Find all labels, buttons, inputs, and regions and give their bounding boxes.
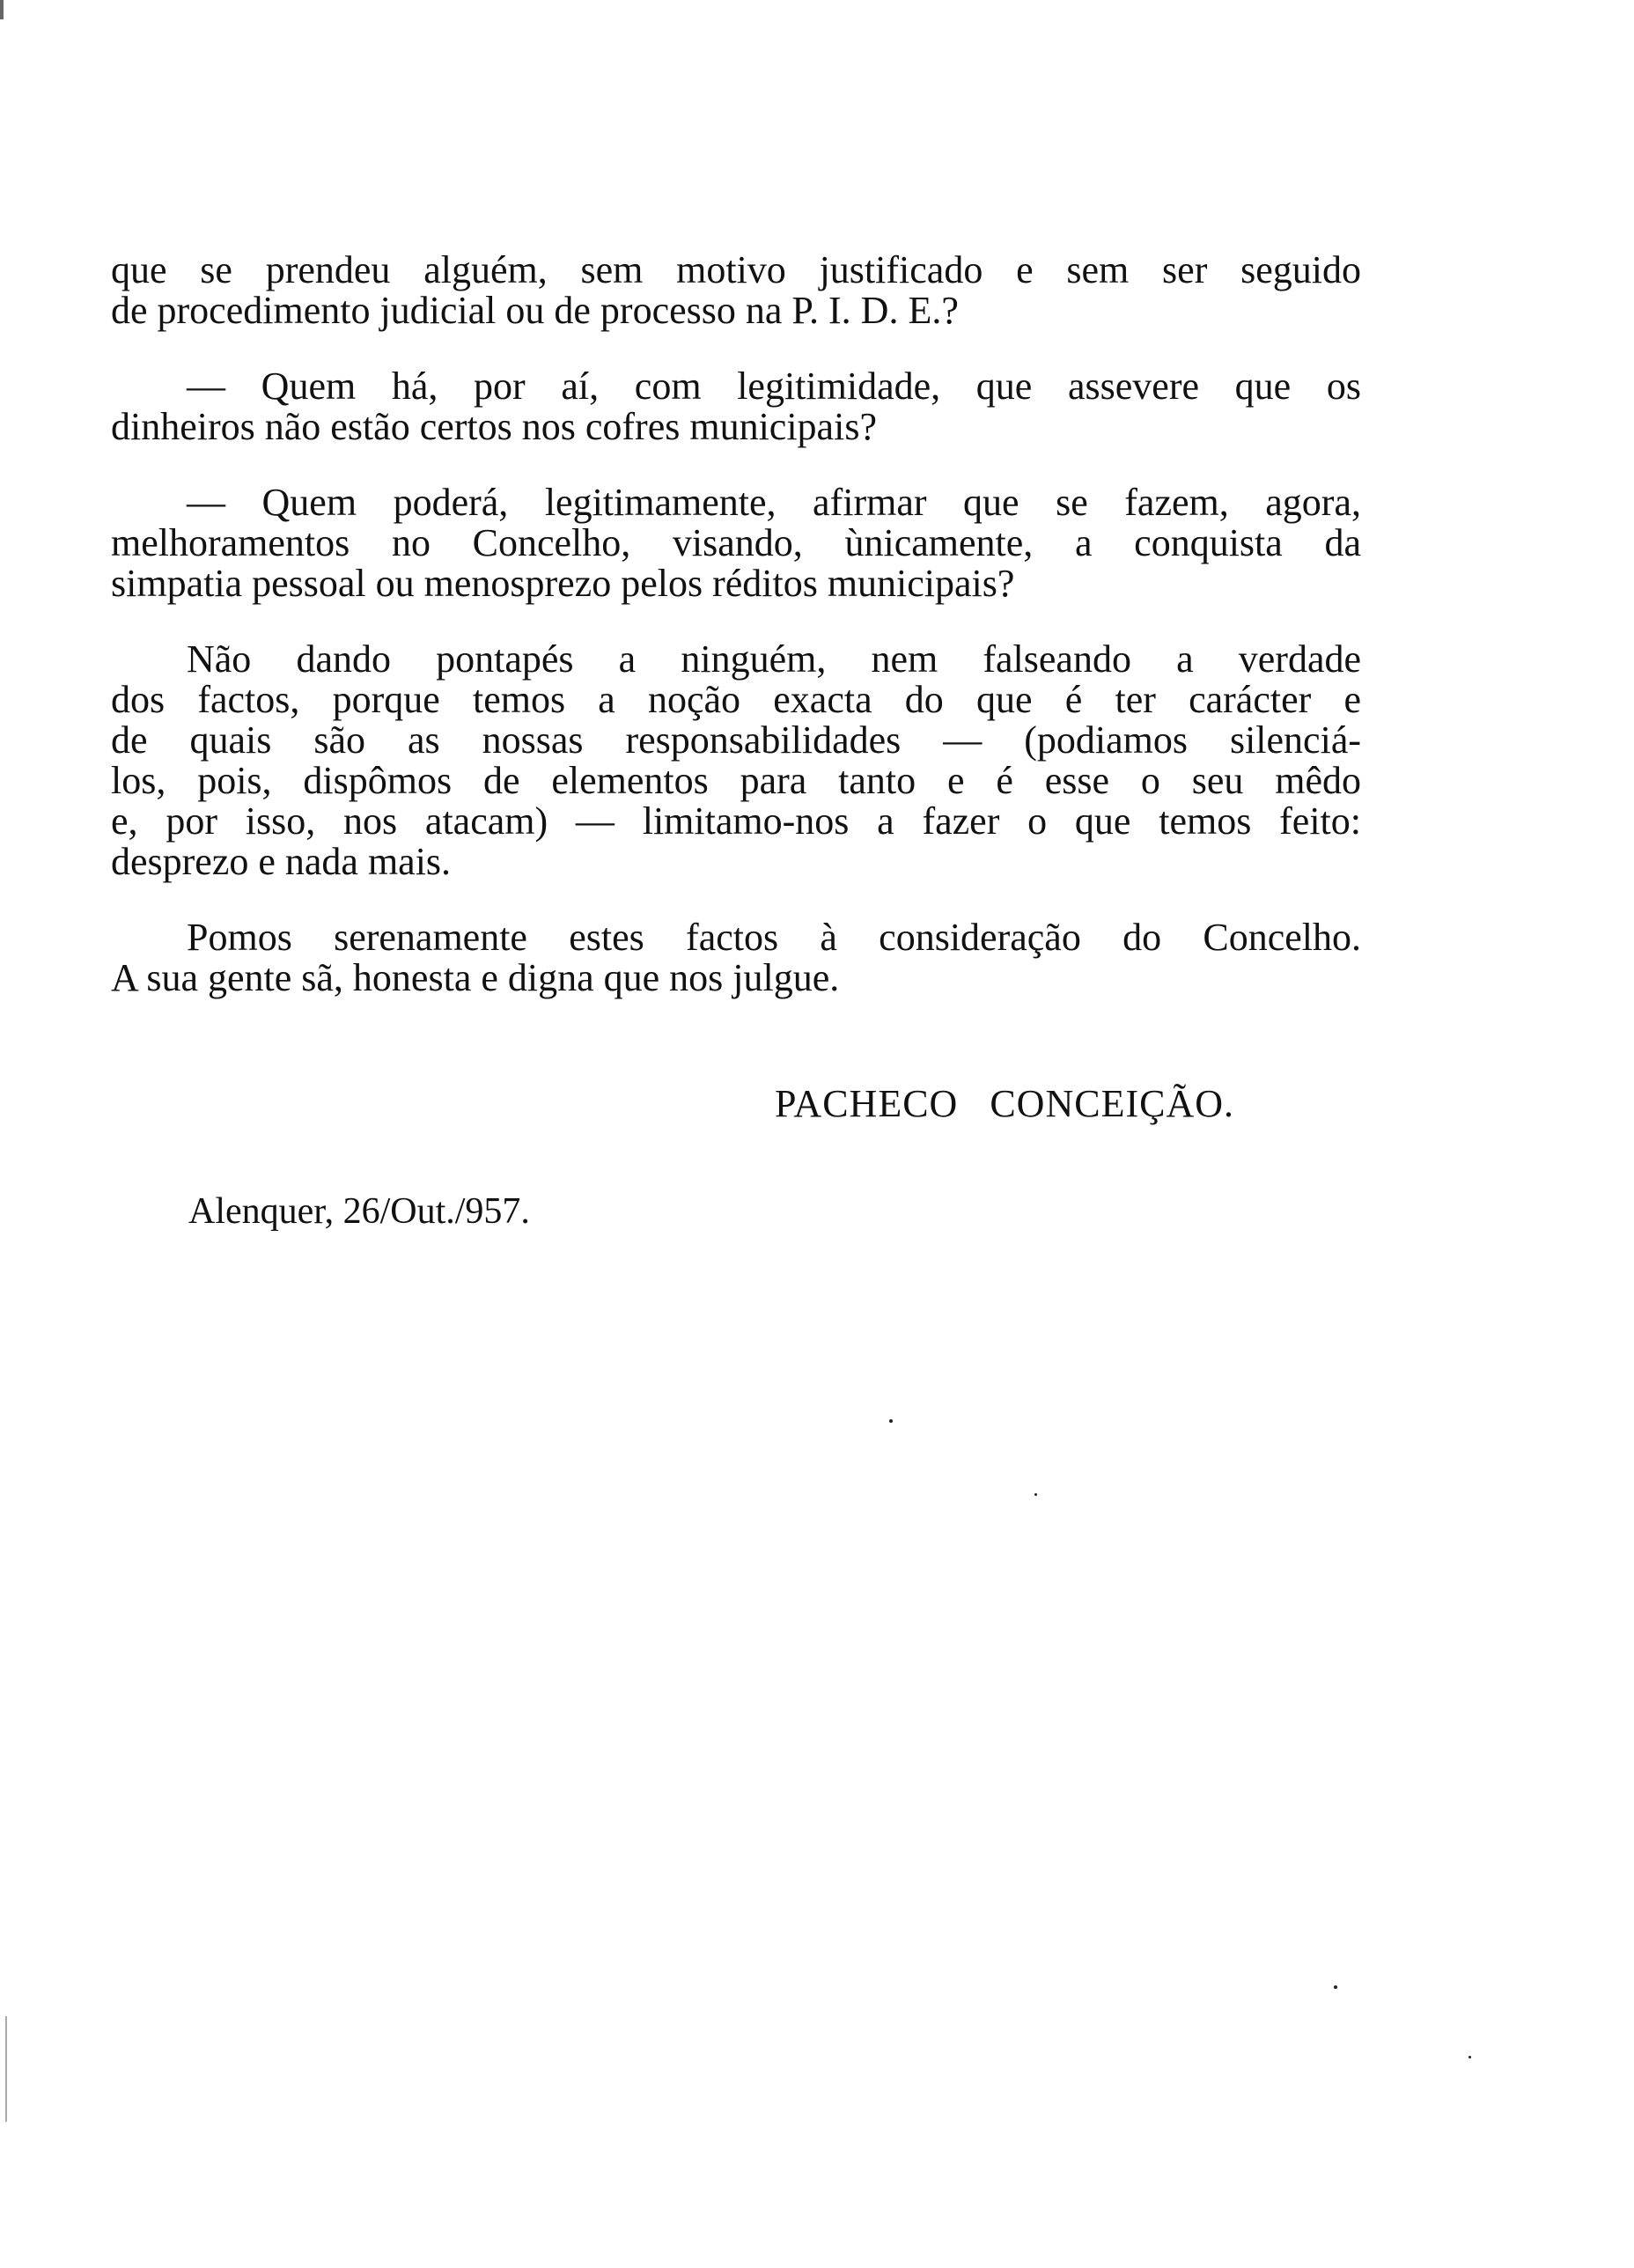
paragraph-line: Pomos serenamente estes factos à consideração do Concelho. bbox=[187, 916, 1361, 959]
paragraph-line: de procedimento judicial ou de processo na P. I. D. E.? bbox=[111, 289, 959, 332]
paragraph-line: de quais são as nossas responsabilidades — (podiamos silenciá- bbox=[111, 718, 1361, 762]
paragraph-line: que se prendeu alguém, sem motivo justificado e sem ser seguido bbox=[111, 248, 1361, 291]
paragraph-line: e, por isso, nos atacam) — limitamo-nos a fazer o que temos feito: bbox=[111, 799, 1361, 843]
paragraph-4 bbox=[111, 639, 1361, 882]
paragraph-line: dinheiros não estão certos nos cofres municipais? bbox=[111, 405, 877, 448]
dateline: Alenquer, 26/Out./957. bbox=[188, 1191, 530, 1232]
paragraph-line: melhoramentos no Concelho, visando, ùnicamente, a conquista da bbox=[111, 521, 1361, 564]
scan-speck bbox=[1468, 2056, 1471, 2058]
paragraph-line: A sua gente sã, honesta e digna que nos julgue. bbox=[111, 956, 840, 999]
paragraph-3 bbox=[111, 482, 1361, 604]
body-text bbox=[111, 250, 1361, 1034]
signature: PACHECO CONCEIÇÃO. bbox=[775, 1082, 1235, 1125]
paragraph-line: — Quem poderá, legitimamente, afirmar que se fazem, agora, bbox=[187, 481, 1361, 524]
paragraph-line: dos factos, porque temos a noção exacta do que é ter carácter e bbox=[111, 678, 1361, 721]
scan-edge-mark bbox=[5, 2016, 7, 2122]
paragraph-1 bbox=[111, 250, 1361, 331]
paragraph-5 bbox=[111, 917, 1361, 998]
paragraph-line: desprezo e nada mais. bbox=[111, 840, 452, 883]
scan-speck bbox=[1034, 1493, 1037, 1496]
paragraph-line: simpatia pessoal ou menosprezo pelos réditos municipais? bbox=[111, 562, 1015, 605]
scan-speck bbox=[889, 1419, 893, 1423]
scan-speck bbox=[1334, 1985, 1337, 1989]
paragraph-line: — Quem há, por aí, com legitimidade, que assevere que os bbox=[187, 364, 1361, 408]
paragraph-line: Não dando pontapés a ninguém, nem falseando a verdade bbox=[187, 637, 1361, 681]
paragraph-line: los, pois, dispômos de elementos para tanto e é esse o seu mêdo bbox=[111, 759, 1361, 802]
scan-edge-mark bbox=[0, 0, 4, 19]
paragraph-2 bbox=[111, 366, 1361, 447]
